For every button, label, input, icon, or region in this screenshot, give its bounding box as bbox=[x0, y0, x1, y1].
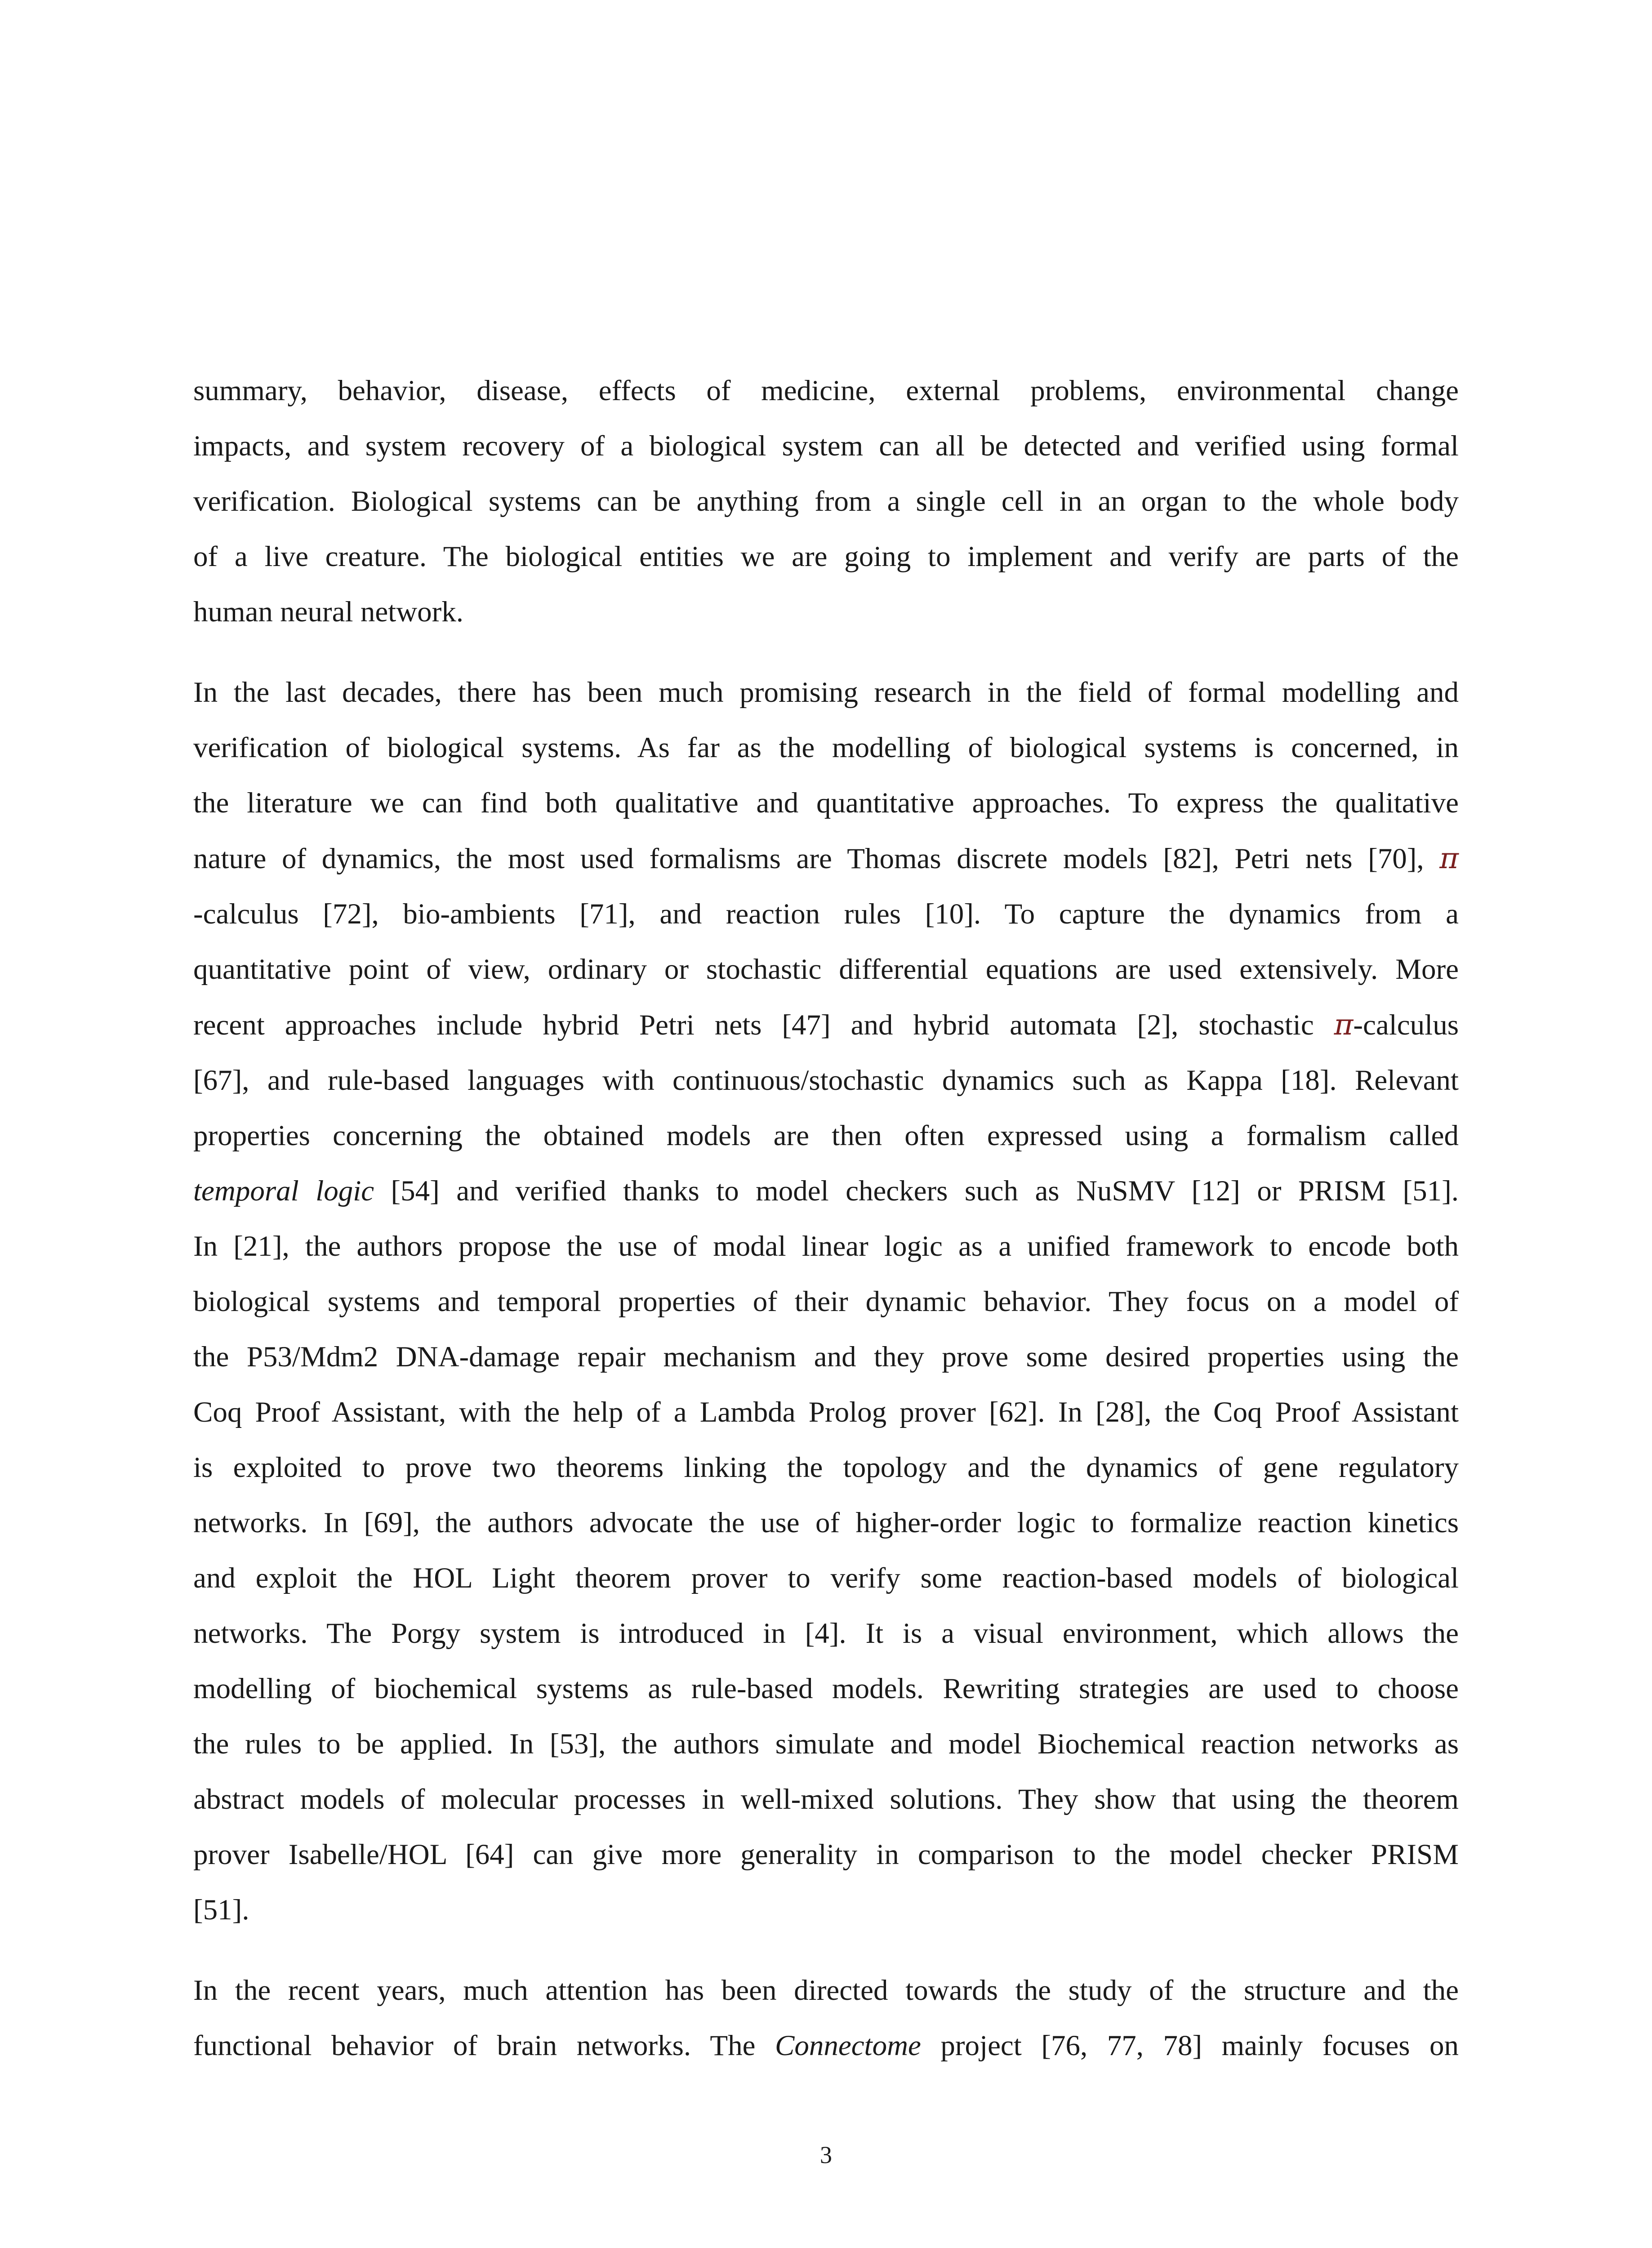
text-line bbox=[193, 831, 1459, 887]
body-text bbox=[193, 363, 1459, 2074]
text-line: Coq Proof Assistant, with the help of a Lambda Prolog prover [62]. In [28], the Coq Proof Assistant bbox=[193, 1396, 1459, 1428]
text-line: the literature we can find both qualitative and quantitative approaches. To express the qualitative bbox=[193, 787, 1459, 819]
text-line: In [21], the authors propose the use of modal linear logic as a unified framework to encode both bbox=[193, 1230, 1459, 1262]
text-line: is exploited to prove two theorems linking the topology and the dynamics of gene regulatory bbox=[193, 1451, 1459, 1484]
text-segment: -calculus bbox=[1353, 1009, 1459, 1041]
text-line: networks. The Porgy system is introduced in [4]. It is a visual environment, which allows the bbox=[193, 1617, 1459, 1650]
text-line: In the last decades, there has been much promising research in the field of formal modelling and bbox=[193, 676, 1459, 709]
text-line: of a live creature. The biological entities we are going to implement and verify are parts of the bbox=[193, 540, 1459, 573]
text-segment: project [76, 77, 78] mainly focuses on bbox=[921, 2029, 1459, 2062]
text-line: prover Isabelle/HOL [64] can give more generality in comparison to the model checker PRISM bbox=[193, 1838, 1459, 1871]
text-line: verification of biological systems. As far as the modelling of biological systems is concerned, in bbox=[193, 731, 1459, 764]
text-segment: recent approaches include hybrid Petri nets [47] and hybrid automata [2], stochastic bbox=[193, 1009, 1314, 1041]
page-number: 3 bbox=[820, 2141, 832, 2168]
pi-symbol: π bbox=[1334, 1008, 1354, 1042]
text-line: In the recent years, much attention has been directed towards the study of the structure and the bbox=[193, 1974, 1459, 2007]
text-segment: [54] and verified thanks to model checkers such as NuSMV [12] or PRISM [51]. bbox=[374, 1175, 1459, 1207]
text-line: networks. In [69], the authors advocate the use of higher-order logic to formalize reaction kinetics bbox=[193, 1507, 1459, 1539]
text-line bbox=[193, 2018, 1459, 2074]
text-line: verification. Biological systems can be anything from a single cell in an organ to the whole body bbox=[193, 485, 1459, 517]
text-line: quantitative point of view, ordinary or stochastic differential equations are used extensively. More bbox=[193, 953, 1459, 986]
text-segment: functional behavior of brain networks. The bbox=[193, 2029, 756, 2062]
text-line: [67], and rule-based languages with continuous/stochastic dynamics such as Kappa [18]. Relevant bbox=[193, 1064, 1459, 1097]
text-line: -calculus [72], bio-ambients [71], and reaction rules [10]. To capture the dynamics from a bbox=[193, 898, 1459, 930]
paragraph-3 bbox=[193, 1963, 1459, 2074]
text-line: summary, behavior, disease, effects of medicine, external problems, environmental change bbox=[193, 375, 1459, 407]
paragraph-1 bbox=[193, 363, 1459, 640]
text-line: abstract models of molecular processes in well-mixed solutions. They show that using the theorem bbox=[193, 1783, 1459, 1815]
text-line: properties concerning the obtained models are then often expressed using a formalism called bbox=[193, 1120, 1459, 1152]
text-line: impacts, and system recovery of a biological system can all be detected and verified using formal bbox=[193, 430, 1459, 462]
text-line bbox=[193, 997, 1459, 1053]
italic-term: temporal logic bbox=[193, 1175, 374, 1207]
paragraph-2 bbox=[193, 665, 1459, 1938]
pi-symbol: π bbox=[1439, 842, 1459, 875]
text-line: modelling of biochemical systems as rule-based models. Rewriting strategies are used to choose bbox=[193, 1673, 1459, 1705]
italic-term: Connectome bbox=[775, 2029, 921, 2062]
text-line: and exploit the HOL Light theorem prover to verify some reaction-based models of biological bbox=[193, 1562, 1459, 1594]
text-line: human neural network. bbox=[193, 596, 464, 628]
text-line: the P53/Mdm2 DNA-damage repair mechanism and they prove some desired properties using the bbox=[193, 1341, 1459, 1373]
text-line: biological systems and temporal properties of their dynamic behavior. They focus on a model of bbox=[193, 1285, 1459, 1318]
text-line: the rules to be applied. In [53], the authors simulate and model Biochemical reaction networks as bbox=[193, 1728, 1459, 1760]
text-segment: nature of dynamics, the most used formalisms are Thomas discrete models [82], Petri nets [70], bbox=[193, 843, 1424, 875]
text-line bbox=[193, 1164, 1459, 1219]
text-line: [51]. bbox=[193, 1894, 249, 1926]
